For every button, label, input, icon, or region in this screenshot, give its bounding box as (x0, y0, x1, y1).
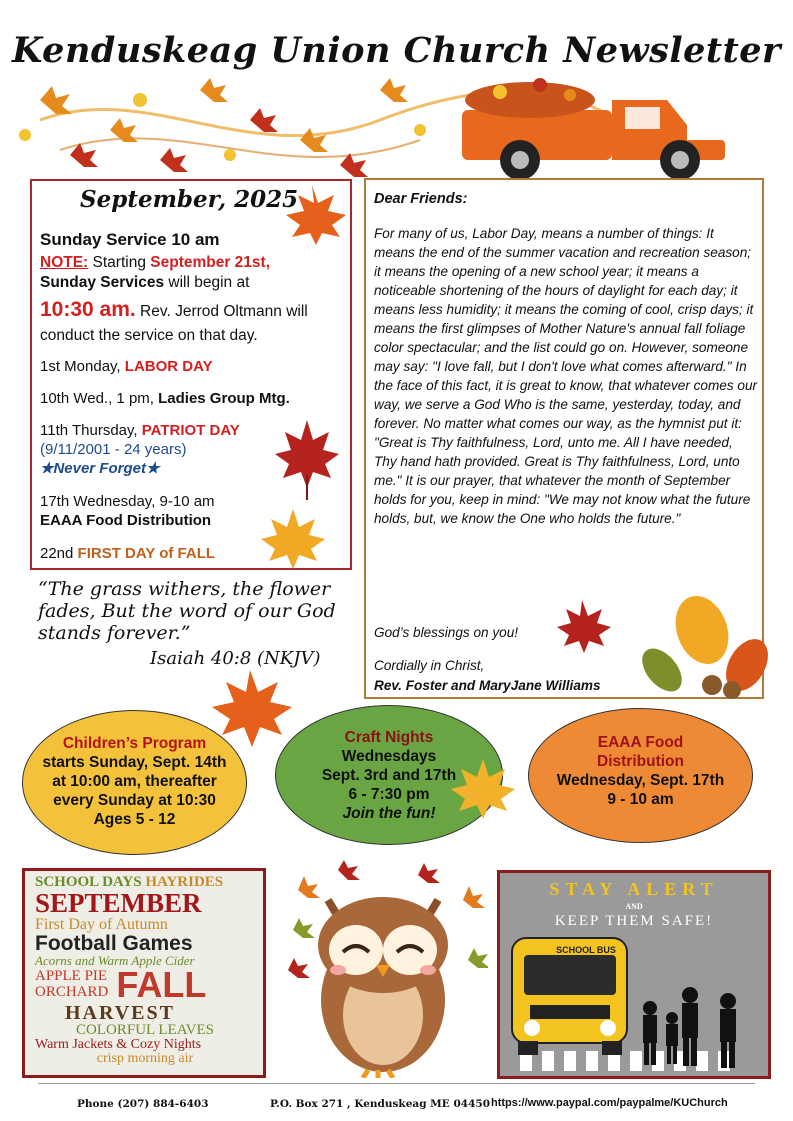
eaaa-food-line: Wednesday, Sept. 17th (556, 772, 725, 789)
yellow-leaf-icon (258, 505, 328, 575)
letter-body: For many of us, Labor Day, means a number of things: It means the end of the summer vacation and recreation season; it means the opening of a new school year; it means a noticeable shortening of the hours of daylight for each day; it means less humidity; it means the coming of cool, crisp days; it means the first glimpses of Mother Nature's annual fall foliage color spectacular; and the list could go on. However, someone may say: "I love fall, but I don't love what comes afterward." In the face of this fact, it is great to know, that whatever comes our way, we serve a God Who is the same, yesterday, today, and forever. No matter what comes our way, as the hymnist put it: "Great is Thy faithfulness, Lord, unto me. All I have needed, Thy hand hath provided. Great is Thy faithfulness, Lord, unto me." It is our prayer, that whatever the month of September holds for you, keep in mind: "We may not know what the future holds, but, we know the One who holds the future." (374, 226, 758, 526)
event-labor-day: 1st Monday, LABOR DAY (40, 358, 213, 375)
new-service-time: 10:30 am. Rev. Jerrod Oltmann will conduct the service on that day. (40, 298, 308, 344)
letter-signature: Rev. Foster and MaryJane Williams (374, 678, 601, 693)
craft-nights-line: Wednesdays (341, 748, 437, 765)
childrens-program-line: at 10:00 am, thereafter (52, 773, 217, 790)
craft-nights-line: 6 - 7:30 pm (348, 786, 430, 803)
childrens-program-line: starts Sunday, Sept. 14th (42, 754, 227, 771)
footer-address: P.O. Box 271 , Kenduskeag ME 04450 (270, 1098, 490, 1110)
event-patriot-day: 11th Thursday, PATRIOT DAY (9/11/2001 - 24 years) ★Never Forget★ (40, 422, 240, 477)
childrens-program-line: every Sunday at 10:30 (53, 792, 216, 809)
fall-word-art-image: SCHOOL DAYS HAYRIDES SEPTEMBER First Day of Autumn Football Games Acorns and Warm Apple Cider APPLE PIE ORCHARD FALL HARVEST COLORFUL LEAVES Warm Jackets & Cozy Nights crisp morning air (22, 868, 266, 1078)
owl-icon (278, 860, 488, 1078)
craft-nights-line: Join the fun! (342, 805, 436, 822)
yellow-leaf-icon (448, 755, 518, 835)
school-bus-icon (500, 933, 768, 1076)
month-heading: September, 2025 (80, 186, 299, 213)
letter-closing: Cordially in Christ, (374, 658, 485, 673)
letter-greeting: Dear Friends: (374, 191, 468, 207)
footer-phone: Phone (207) 884-6403 (77, 1098, 209, 1110)
keep-safe-text: KEEP THEM SAFE! (554, 913, 714, 929)
eaaa-food-line: 9 - 10 am (607, 791, 674, 808)
childrens-program-oval (22, 710, 247, 855)
bus-label: SCHOOL BUS (556, 945, 616, 955)
service-time: Sunday Service 10 am (40, 230, 220, 249)
craft-nights-line: Sept. 3rd and 17th (321, 767, 457, 784)
footer-divider (38, 1083, 755, 1084)
fall-leaves-cluster-icon (552, 590, 772, 705)
childrens-program-line: Ages 5 - 12 (93, 811, 176, 828)
eaaa-food-title: EAAA Food Distribution (597, 734, 684, 770)
craft-nights-title: Craft Nights (344, 729, 434, 746)
event-food-distribution: 17th Wednesday, 9-10 am EAAA Food Distribution (40, 493, 215, 529)
letter-blessing: God’s blessings on you! (374, 625, 519, 640)
event-ladies-group: 10th Wed., 1 pm, Ladies Group Mtg. (40, 390, 290, 407)
event-first-day-of-fall: 22nd FIRST DAY of FALL (40, 545, 216, 562)
eaaa-food-oval (528, 708, 753, 843)
newsletter-title: Kenduskeag Union Church Newsletter (12, 30, 781, 71)
stay-alert-bus-image (497, 870, 771, 1079)
stay-alert-and: AND (625, 902, 643, 911)
footer-donation-link[interactable]: https://www.paypal.com/paypalme/KUChurch (491, 1097, 728, 1109)
stay-alert-heading: STAY ALERT (549, 879, 719, 899)
truck-icon (462, 78, 725, 180)
scripture-reference: Isaiah 40:8 (NKJV) (150, 648, 321, 669)
service-note: NOTE: Starting September 21st, Sunday Services will begin at (40, 254, 271, 291)
childrens-program-title: Children’s Program (62, 735, 207, 752)
scripture-verse: “The grass withers, the flower fades, But the word of our God stands forever.” (38, 578, 336, 644)
